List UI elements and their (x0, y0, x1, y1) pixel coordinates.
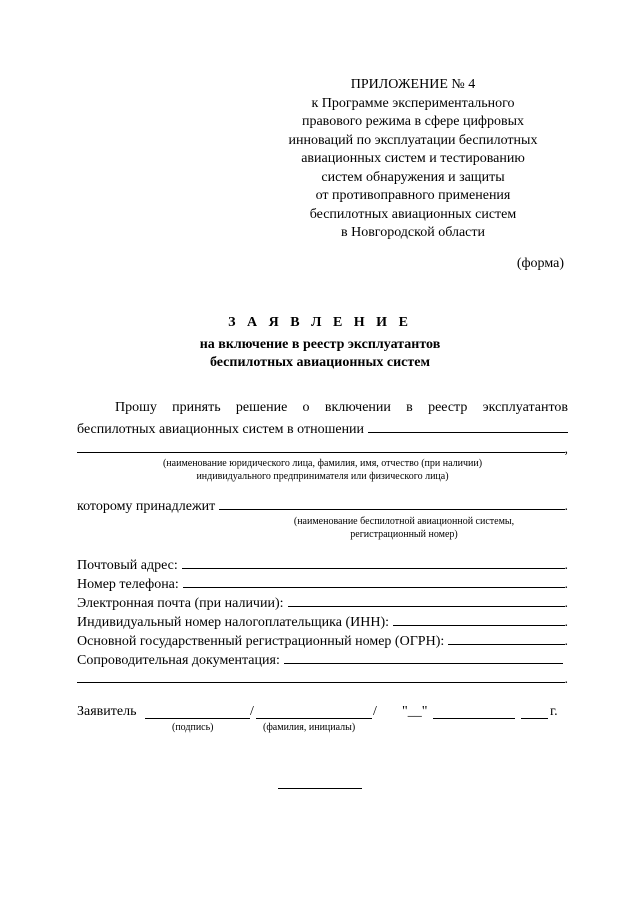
request-line-3 (77, 440, 568, 458)
signature-hint: (подпись) (172, 722, 214, 733)
signature-field[interactable] (145, 718, 250, 719)
applicant-hint (77, 457, 568, 483)
inn-end: . (564, 615, 568, 630)
applicant-label: Заявитель (77, 704, 137, 719)
appendix-line: к Программе экспериментального (311, 95, 515, 111)
form-label: (форма) (516, 256, 564, 271)
inn-label: Индивидуальный номер налогоплательщика (ИНН): (77, 615, 390, 630)
signature-slash-2: / (373, 704, 377, 719)
docs-label: Сопроводительная документация: (77, 653, 280, 668)
postal-address-label: Почтовый адрес: (77, 558, 178, 573)
applicant-name-field[interactable] (368, 420, 568, 433)
ogrn-row (77, 632, 568, 650)
date-month-field[interactable] (433, 718, 515, 719)
phone-end: . (564, 577, 568, 592)
ogrn-label: Основной государственный регистрационный номер (ОГРН): (77, 634, 445, 649)
owner-hint-line-1: (наименование беспилотной авиационной системы, (293, 516, 515, 527)
name-initials-field[interactable] (256, 718, 372, 719)
owner-field[interactable] (219, 497, 564, 510)
date-day-field[interactable]: "__" (402, 704, 428, 719)
appendix-line: правового режима в сфере цифровых (301, 114, 525, 129)
phone-field[interactable] (183, 575, 565, 588)
owner-label: которому принадлежит (77, 499, 216, 514)
email-label: Электронная почта (при наличии): (77, 596, 284, 611)
request-line-2 (77, 420, 568, 438)
appendix-line: авиационных систем и тестированию (301, 151, 525, 166)
owner-hint (240, 515, 568, 541)
subtitle-line-2: беспилотных авиационных систем (209, 355, 431, 370)
name-hint: (фамилия, инициалы) (263, 722, 356, 733)
document-subtitle (0, 336, 640, 372)
inn-row (77, 613, 568, 631)
docs-row (77, 651, 563, 669)
appendix-line: систем обнаружения и защиты (321, 169, 505, 185)
applicant-name-field-cont[interactable] (77, 440, 565, 453)
request-text-line-2: беспилотных авиационных систем в отношении (77, 422, 365, 437)
appendix-line: инноваций по эксплуатации беспилотных (288, 132, 538, 148)
appendix-line: беспилотных авиационных систем (309, 206, 517, 222)
appendix-line: ПРИЛОЖЕНИЕ № 4 (350, 77, 476, 92)
year-suffix: г. (550, 704, 558, 719)
signature-slash-1: / (250, 704, 254, 719)
request-comma: , (564, 442, 568, 457)
applicant-hint-line-2: индивидуального предпринимателя или физического лица) (196, 471, 449, 482)
owner-end: . (564, 499, 568, 514)
subtitle-line-1: на включение в реестр эксплуатантов (199, 337, 441, 352)
postal-address-end: . (564, 558, 568, 573)
postal-address-field[interactable] (182, 556, 565, 569)
applicant-hint-line-1: (наименование юридического лица, фамилия, имя, отчество (при наличии) (162, 458, 483, 469)
email-end: . (564, 596, 568, 611)
docs-row-2 (77, 670, 568, 688)
document-title: З А Я В Л Е Н И Е (228, 315, 412, 330)
date-year-field[interactable] (521, 718, 548, 719)
postal-address-row (77, 556, 568, 574)
docs-end: . (564, 672, 568, 687)
docs-field-cont[interactable] (77, 670, 565, 683)
email-field[interactable] (288, 594, 565, 607)
phone-row (77, 575, 568, 593)
docs-field[interactable] (284, 651, 563, 664)
request-text-line-1: Прошу принять решение о включении в реестр эксплуатантов (115, 400, 568, 415)
owner-hint-line-2: регистрационный номер) (350, 529, 458, 540)
ogrn-end: . (564, 634, 568, 649)
appendix-header (288, 76, 538, 243)
phone-label: Номер телефона: (77, 577, 179, 592)
email-row (77, 594, 568, 612)
appendix-line: в Новгородской области (340, 225, 486, 240)
appendix-line: от противоправного применения (315, 188, 511, 203)
inn-field[interactable] (393, 613, 564, 626)
closing-divider (278, 788, 362, 789)
ogrn-field[interactable] (448, 632, 564, 645)
owner-row (77, 497, 568, 515)
